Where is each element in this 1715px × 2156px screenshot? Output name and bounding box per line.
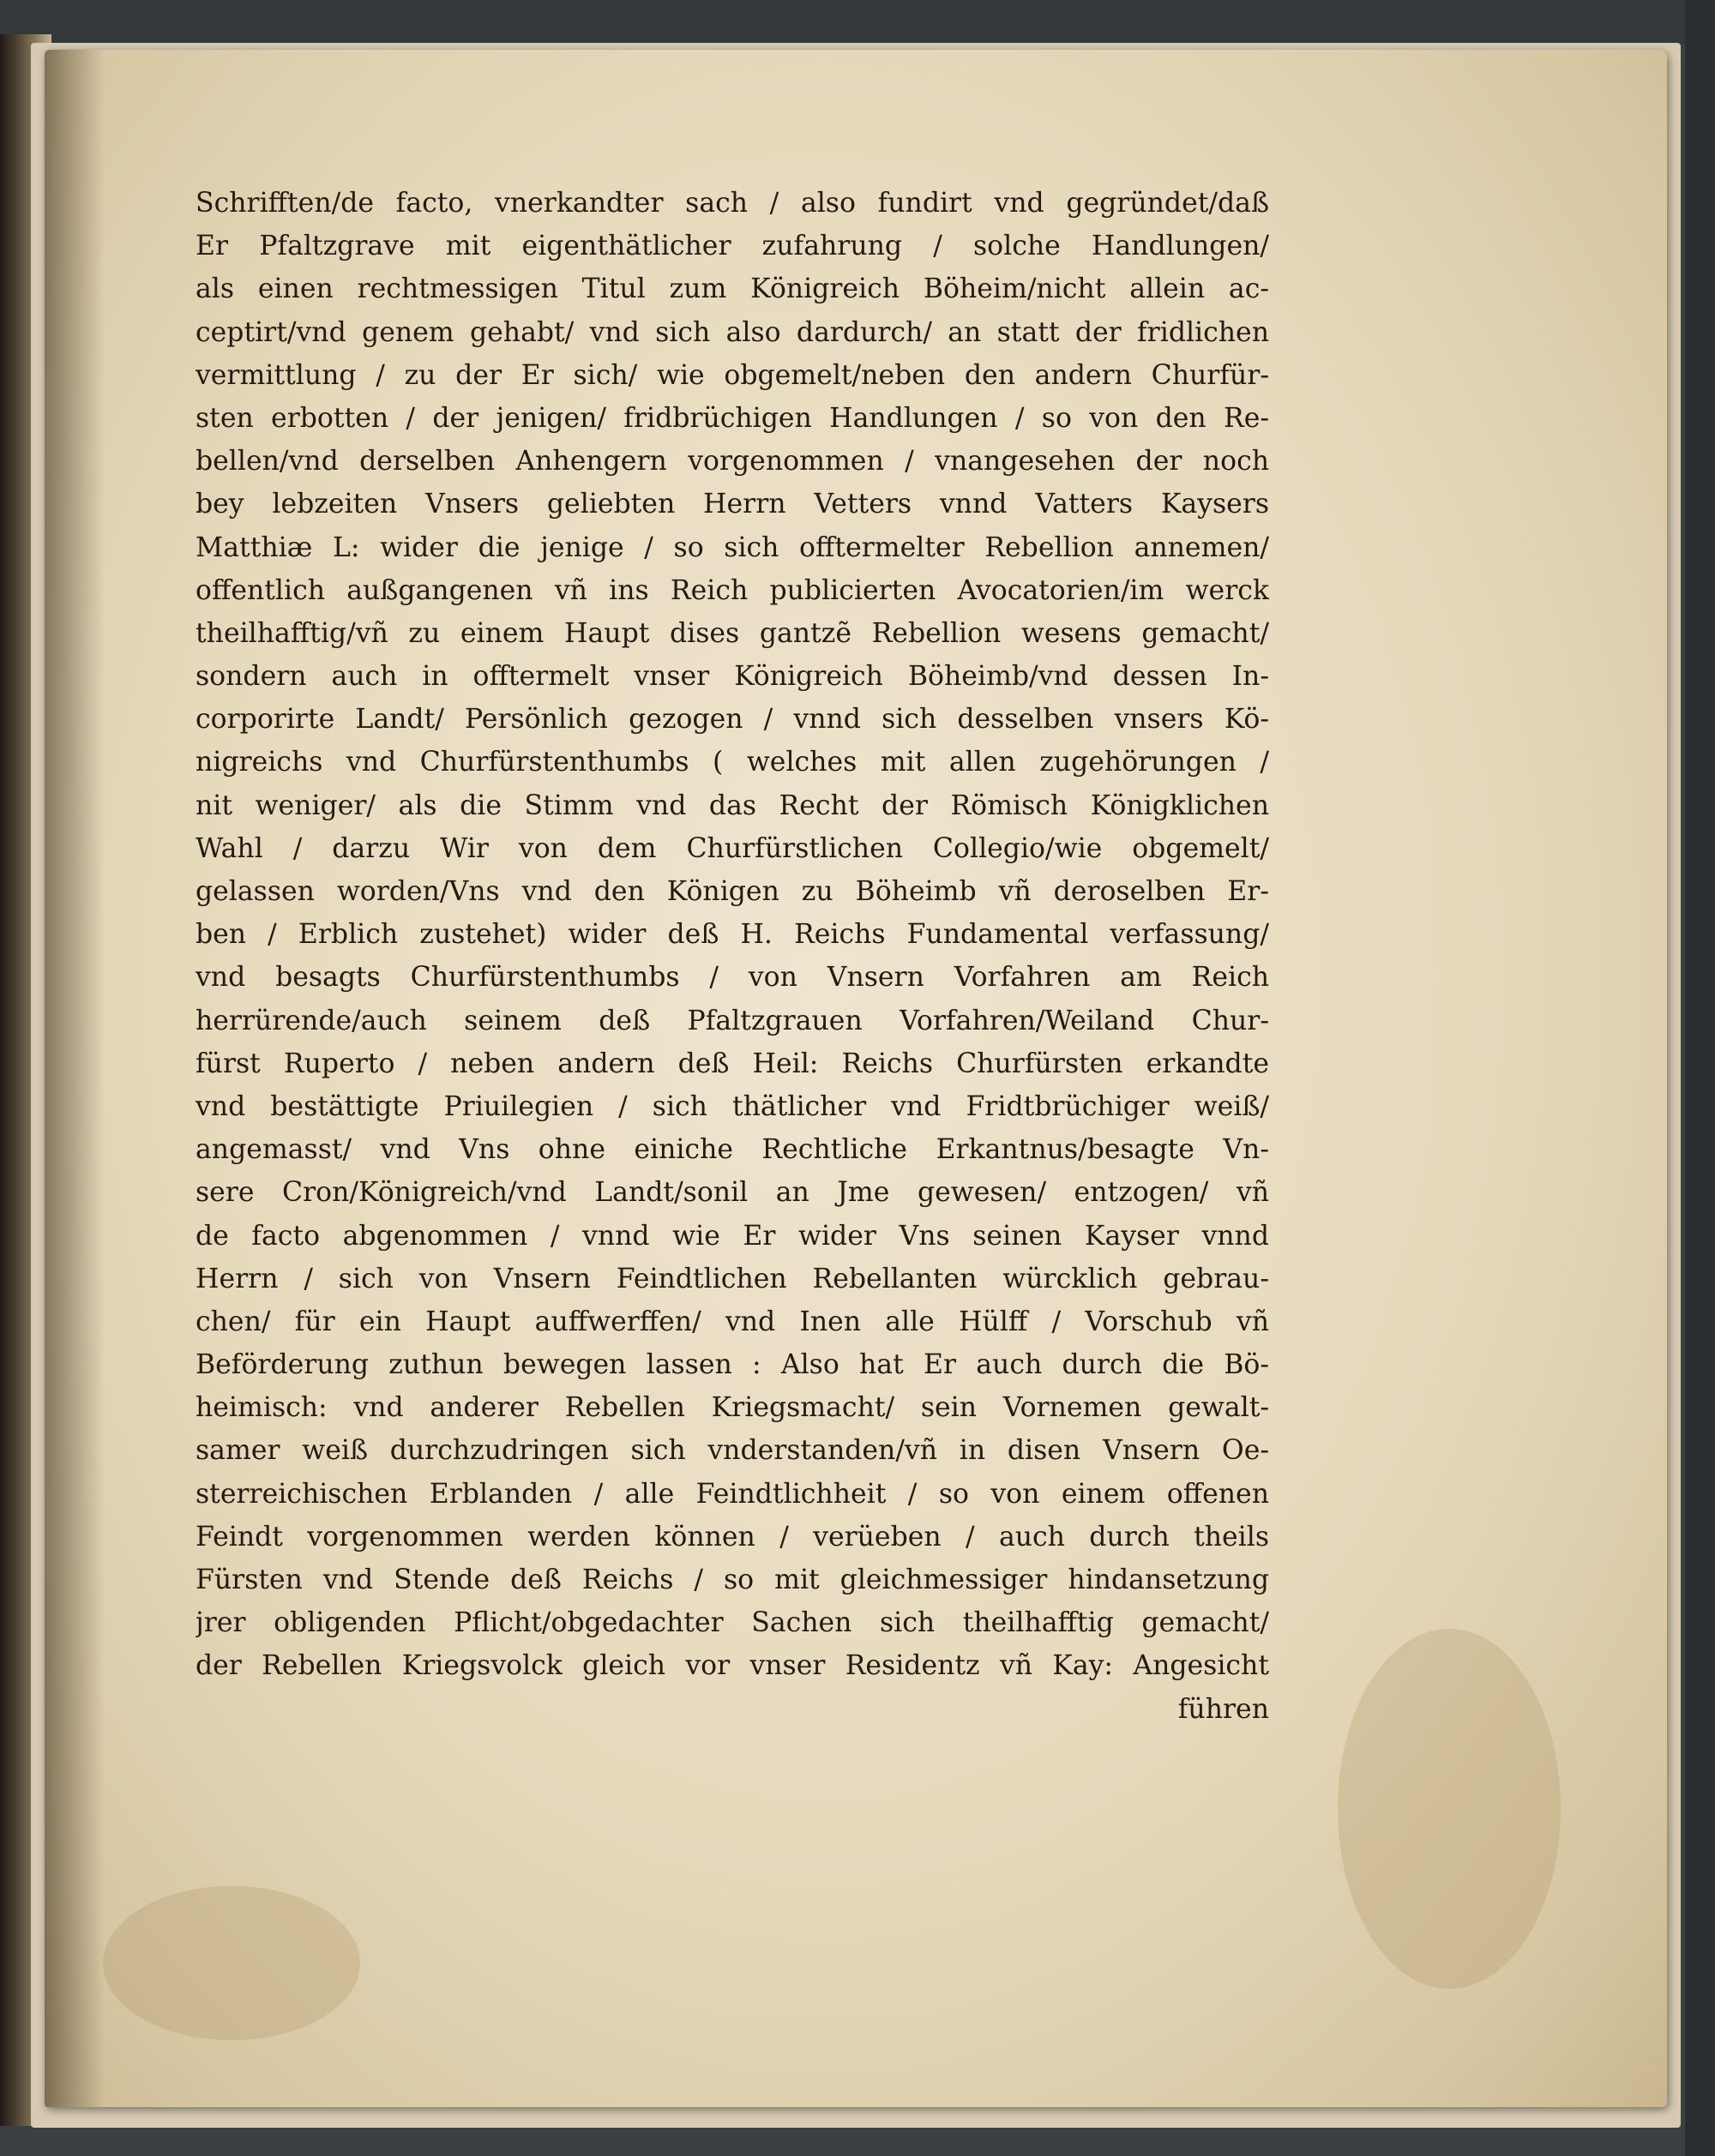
text-line: vnd besagts Churfürstenthumbs / von Vnsern Vorfahren am Reich [196,962,1269,994]
paper-stain [1338,1629,1561,1989]
text-line: bellen/vnd derselben Anhengern vorgenommen / vnangesehen der noch [196,446,1269,477]
text-line: ceptirt/vnd genem gehabt/ vnd sich also dardurch/ an statt der fridlichen [196,316,1269,348]
scan-background-top [0,0,1715,45]
text-line: herrürende/auch seinem deß Pfaltzgrauen Vorfahren/Weiland Chur- [196,1005,1269,1036]
text-line: Herrn / sich von Vnsern Feindtlichen Rebellanten würcklich gebrau- [196,1263,1269,1294]
gutter-shadow [45,50,105,2107]
text-line: ben / Erblich zustehet) wider deß H. Reichs Fundamental verfassung/ [196,919,1269,951]
paper-stain [103,1886,360,2040]
catchword: führen [1177,1693,1269,1725]
text-line: vermittlung / zu der Er sich/ wie obgemelt/neben den andern Churfür- [196,359,1269,391]
text-line: der Rebellen Kriegsvolck gleich vor vnser Residentz vñ Kay: Angesicht [196,1650,1269,1682]
text-line: Er Pfaltzgrave mit eigenthätlicher zufahrung / solche Handlungen/ [196,231,1269,262]
text-line: gelassen worden/Vns vnd den Königen zu Böheimb vñ deroselben Er- [196,876,1269,907]
text-line: de facto abgenommen / vnnd wie Er wider Vns seinen Kayser vnnd [196,1220,1269,1252]
text-line: nigreichs vnd Churfürstenthumbs ( welches mit allen zugehörungen / [196,747,1269,778]
text-line: heimisch: vnd anderer Rebellen Kriegsmacht/ sein Vornemen gewalt- [196,1392,1269,1424]
text-line: Feindt vorgenommen werden können / verüeben / auch durch theils [196,1521,1269,1552]
text-line: vnd bestättigte Priuilegien / sich thätlicher vnd Fridtbrüchiger weiß/ [196,1090,1269,1122]
page-text-block [196,182,1269,1731]
text-line: sere Cron/Königreich/vnd Landt/sonil an Jme gewesen/ entzogen/ vñ [196,1177,1269,1209]
text-line: corporirte Landt/ Persönlich gezogen / vnnd sich desselben vnsers Kö- [196,704,1269,736]
text-line: angemasst/ vnd Vns ohne einiche Rechtliche Erkantnus/besagte Vn- [196,1134,1269,1166]
text-line: fürst Ruperto / neben andern deß Heil: Reichs Churfürsten erkandte [196,1048,1269,1079]
text-line: nit weniger/ als die Stimm vnd das Recht der Römisch Königklichen [196,790,1269,821]
text-line: Beförderung zuthun bewegen lassen : Also hat Er auch durch die Bö- [196,1349,1269,1381]
text-line: sondern auch in offtermelt vnser Königreich Böheimb/vnd dessen In- [196,661,1269,693]
text-line: bey lebzeiten Vnsers geliebten Herrn Vetters vnnd Vatters Kaysers [196,489,1269,520]
text-line: Schrifften/de facto, vnerkandter sach / also fundirt vnd gegründet/daß [196,188,1269,219]
text-line: offentlich außgangenen vñ ins Reich publicierten Avocatorien/im werck [196,574,1269,606]
text-line: jrer obligenden Pflicht/obgedachter Sachen sich theilhafftig gemacht/ [196,1607,1269,1639]
text-line: Matthiæ L: wider die jenige / so sich offtermelter Rebellion annemen/ [196,531,1269,563]
text-line: sterreichischen Erblanden / alle Feindtlichheit / so von einem offenen [196,1478,1269,1510]
text-line: theilhafftig/vñ zu einem Haupt dises gantzẽ Rebellion wesens gemacht/ [196,617,1269,649]
scan-background-right [1685,0,1715,2156]
text-line: als einen rechtmessigen Titul zum Königreich Böheim/nicht allein ac- [196,273,1269,305]
text-line: samer weiß durchzudringen sich vnderstanden/vñ in disen Vnsern Oe- [196,1435,1269,1467]
text-line: Wahl / darzu Wir von dem Churfürstlichen Collegio/wie obgemelt/ [196,832,1269,864]
text-line: chen/ für ein Haupt auffwerffen/ vnd Inen alle Hülff / Vorschub vñ [196,1306,1269,1337]
text-line: Fürsten vnd Stende deß Reichs / so mit gleichmessiger hindansetzung [196,1564,1269,1595]
text-line: sten erbotten / der jenigen/ fridbrüchigen Handlungen / so von den Re- [196,402,1269,434]
